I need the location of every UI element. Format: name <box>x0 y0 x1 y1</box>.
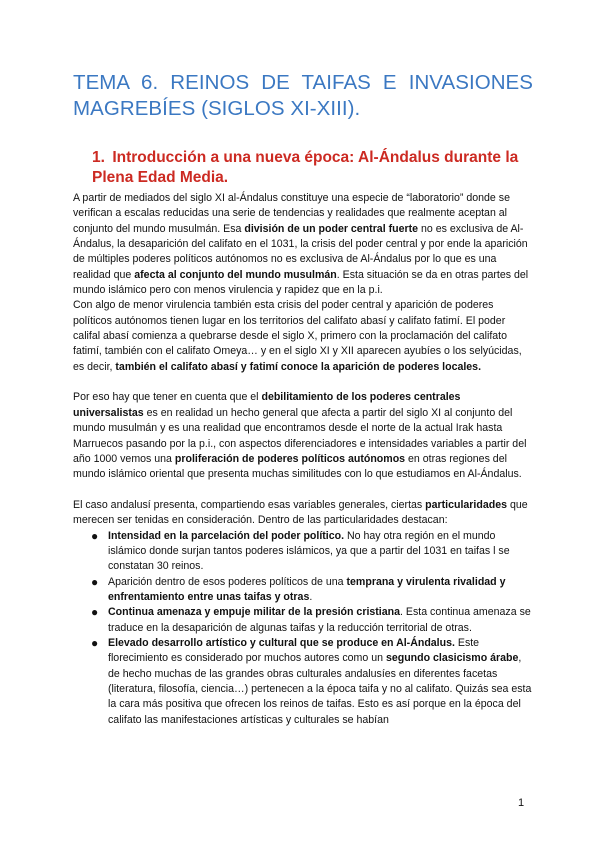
paragraph-text: Por eso hay que tener en cuenta que el <box>73 391 262 404</box>
list-item-text: , de hecho muchas de las grandes obras culturales andalusíes en diferentes facetas (literatura, filosofía, ciencia…) pertenecen a la época taifa y no al califato. Quizás sea esta la cara más positiva que ofrecen los reinos de taifas. Esto es así porque en la época del califato las manifestaciones artísticas y culturales se habían <box>108 652 532 726</box>
list-item-text: Este florecimiento es considerado por muchos autores como un <box>108 636 480 665</box>
list-item-text: No hay otra región en el mundo islámico donde surjan tantos poderes islámicos, ya que a partir del 1031 en taifas l se constatan 30 reinos. <box>108 529 510 573</box>
section-heading-text: Introducción a una nueva época: Al-Ándalus durante la Plena Edad Media. <box>92 149 519 186</box>
bold-text: segundo clasicismo árabe <box>385 652 519 665</box>
list-item <box>73 575 533 606</box>
page-number: 1 <box>518 797 525 809</box>
bold-text: división de un poder central fuerte <box>244 222 419 235</box>
bold-text: Elevado desarrollo artístico y cultural que se produce en Al-Ándalus. <box>108 636 455 649</box>
section-heading <box>92 148 532 188</box>
bold-text: particularidades <box>425 498 507 511</box>
paragraph-4 <box>73 498 533 529</box>
list-item-text: . Esta continua amenaza se traduce en la desaparición de algunas taifas y la reducción territorial de otras. <box>108 606 531 634</box>
particularities-list <box>73 529 533 728</box>
paragraph-text: no es exclusiva de Al-Ándalus, la desaparición del califato en el 1031, la crisis del poder central y por ende la aparición de múltiples poderes políticos autónomos no es exclusiva de Al-Ándalus por lo que es una realidad que <box>73 222 528 281</box>
paragraph-text: Con algo de menor virulencia también esta crisis del poder central y aparición de poderes políticos autónomos tienen lugar en los territorios del califato abasí y califato fatimí. El poder califal abasí comienza a quebrarse desde el siglo X, primero con la proclamación del califato fatimí, también con el califato Omeya… y en el siglo XI y XII aparecen ayubíes o los selyúcidas, es decir, <box>73 299 522 373</box>
paragraph-text: que merecen ser tenidas en consideración. Dentro de las particularidades destacan: <box>73 498 528 527</box>
section-number: 1. <box>92 149 105 166</box>
paragraph-2 <box>73 298 533 375</box>
document-body <box>73 191 533 728</box>
paragraph-text: El caso andalusí presenta, compartiendo esas variables generales, ciertas <box>73 498 426 511</box>
bold-text: debilitamiento de los poderes centrales universalistas <box>73 391 461 419</box>
paragraph-text: . Esta situación se da en otras partes del mundo islámico pero con menos virulencia y rapidez que en la p.i. <box>73 268 529 297</box>
list-item-text: Aparición dentro de esos poderes políticos de una <box>108 575 347 588</box>
bold-text: afecta al conjunto del mundo musulmán <box>134 268 337 281</box>
bullet-icon: ● <box>91 574 99 589</box>
list-item <box>73 529 533 575</box>
bold-text: temprana y virulenta rivalidad y enfrentamiento entre unas taifas y otras <box>108 575 506 603</box>
paragraph-gap <box>73 483 533 498</box>
bullet-icon: ● <box>91 605 99 620</box>
list-item <box>73 605 533 636</box>
list-item <box>73 636 533 728</box>
paragraph-1 <box>73 191 533 298</box>
bold-text: Intensidad en la parcelación del poder político. <box>108 529 345 542</box>
bold-text: proliferación de poderes políticos autónomos <box>174 452 406 465</box>
document-title: TEMA 6. REINOS DE TAIFAS E INVASIONES MAGREBÍES (SIGLOS XI-XIII). <box>73 71 533 120</box>
bullet-icon: ● <box>91 635 99 650</box>
paragraph-gap <box>73 375 533 390</box>
bold-text: Continua amenaza y empuje militar de la presión cristiana <box>108 606 401 619</box>
paragraph-3 <box>73 390 533 482</box>
paragraph-text: en otras regiones del mundo islámico oriental que presenta muchas similitudes con lo que estudiamos en Al-Ándalus. <box>73 452 522 481</box>
paragraph-text: es en realidad un hecho general que afecta a partir del siglo XI al conjunto del mundo musulmán y es una realidad que encontramos desde el norte de la actual Irak hasta Marruecos pasando por la p.i., con aspectos diferenciadores e intensidades variables a partir del año 1000 vemos una <box>73 406 527 465</box>
bullet-icon: ● <box>91 528 99 543</box>
paragraph-text: A partir de mediados del siglo XI al-Ándalus constituye una especie de “laboratorio” donde se verifican a escalas reducidas una serie de tendencias y realidades que realmente aceptan al conjunto del mundo musulmán. Esa <box>73 192 510 235</box>
bold-text: también el califato abasí y fatimí conoce la aparición de poderes locales. <box>115 360 482 373</box>
list-item-text: . <box>309 590 313 603</box>
